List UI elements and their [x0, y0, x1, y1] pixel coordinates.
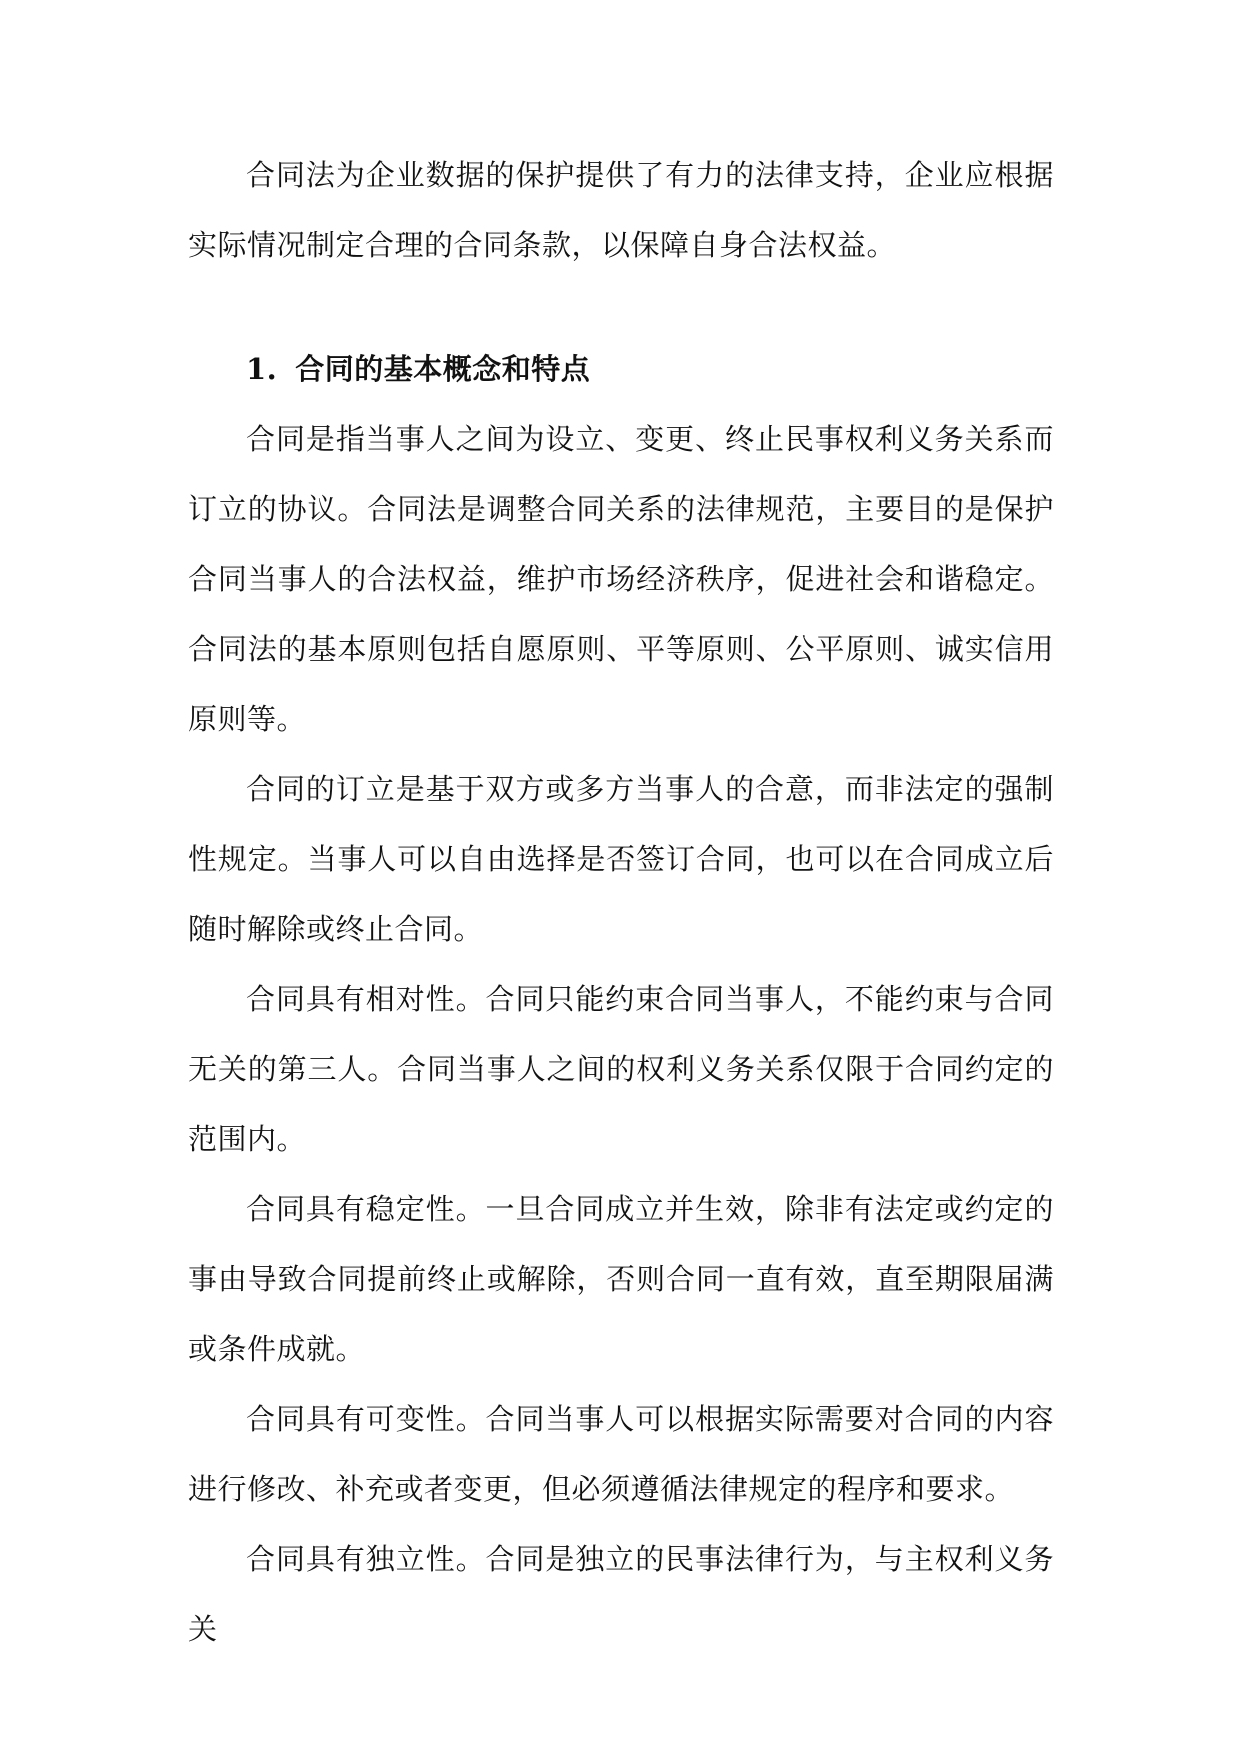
- paragraph-independence: 合同具有独立性。合同是独立的民事法律行为，与主权利义务关: [188, 1542, 1054, 1646]
- paragraph-variability: 合同具有可变性。合同当事人可以根据实际需要对合同的内容进行修改、补充或者变更，但必须遵循法律规定的程序和要求。: [188, 1402, 1054, 1506]
- paragraph-relativity: 合同具有相对性。合同只能约束合同当事人，不能约束与合同无关的第三人。合同当事人之间的权利义务关系仅限于合同约定的范围内。: [188, 982, 1054, 1156]
- section-title: 合同的基本概念和特点: [295, 352, 591, 386]
- section-spacer: [188, 280, 1054, 334]
- section-number: 1.: [246, 352, 278, 386]
- paragraph-stability: 合同具有稳定性。一旦合同成立并生效，除非有法定或约定的事由导致合同提前终止或解除，否则合同一直有效，直至期限届满或条件成就。: [188, 1192, 1054, 1366]
- document-body: [188, 140, 1054, 1664]
- intro-paragraph: 合同法为企业数据的保护提供了有力的法律支持，企业应根据实际情况制定合理的合同条款，以保障自身合法权益。: [188, 158, 1054, 262]
- paragraph-formation: 合同的订立是基于双方或多方当事人的合意，而非法定的强制性规定。当事人可以自由选择是否签订合同，也可以在合同成立后随时解除或终止合同。: [188, 772, 1054, 946]
- section-heading: [188, 334, 1054, 404]
- paragraph-definition: 合同是指当事人之间为设立、变更、终止民事权利义务关系而订立的协议。合同法是调整合同关系的法律规范，主要目的是保护合同当事人的合法权益，维护市场经济秩序，促进社会和谐稳定。合同法的基本原则包括自愿原则、平等原则、公平原则、诚实信用原则等。: [188, 422, 1054, 736]
